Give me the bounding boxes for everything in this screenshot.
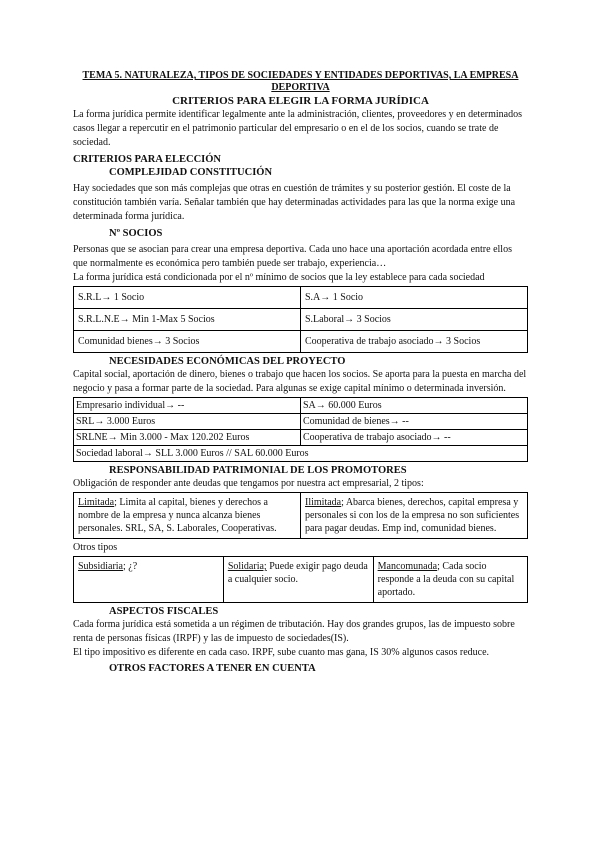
table-cell xyxy=(301,493,528,539)
necesidades-heading: NECESIDADES ECONÓMICAS DEL PROYECTO xyxy=(109,356,346,367)
otros-factores-heading: OTROS FACTORES A TENER EN CUENTA xyxy=(109,663,316,674)
table-cell: SRLNE→ Min 3.000 - Max 120.202 Euros xyxy=(74,430,301,446)
otros-tipos-table xyxy=(73,556,528,603)
table-cell: S.R.L.N.E→ Min 1-Max 5 Socios xyxy=(74,309,301,331)
table-cell: Cooperativa de trabajo asociado→ -- xyxy=(301,430,528,446)
complejidad-heading: COMPLEJIDAD CONSTITUCIÓN xyxy=(109,167,273,178)
table-row xyxy=(74,493,528,539)
table-cell: S.A→ 1 Socio xyxy=(301,287,528,309)
table-cell xyxy=(74,493,301,539)
table-row xyxy=(74,557,528,603)
table-cell: SA→ 60.000 Euros xyxy=(301,398,528,414)
table-cell: Sociedad laboral→ SLL 3.000 Euros // SAL 60.000 Euros xyxy=(74,446,528,462)
necesidades-text: Capital social, aportación de dinero, bienes o trabajo que hacen los socios. Se aporta para la puesta en marcha del negocio y pasa a formar parte de la sociedad. Para algunas se exige capital mínimo o determinada inversión. xyxy=(73,369,527,394)
solidaria-text: Puede exigir pago deuda a cualquier socio. xyxy=(227,561,368,585)
table-cell xyxy=(373,557,527,603)
table-cell: S.Laboral→ 3 Socios xyxy=(301,309,528,331)
socios-text-2: La forma jurídica está condicionada por el nº mínimo de socios que la ley establece para cada sociedad xyxy=(73,272,485,283)
capital-table xyxy=(73,397,528,462)
responsabilidad-heading: RESPONSABILIDAD PATRIMONIAL DE LOS PROMOTORES xyxy=(109,465,407,476)
limitada-label: Limitada xyxy=(78,497,115,508)
criterios-eleccion-heading: CRITERIOS PARA ELECCIÓN xyxy=(73,154,221,165)
table-row xyxy=(74,446,528,462)
responsabilidad-table xyxy=(73,492,528,539)
subsidiaria-label: Subsidiaria xyxy=(78,561,123,572)
table-cell: S.R.L→ 1 Socio xyxy=(74,287,301,309)
complejidad-text: Hay sociedades que son más complejas que otras en cuestión de trámites y su posterior gestión. El coste de la constitución también varía. Señalar también que hay determinadas actividades para las que la norma exige una determinada forma jurídica. xyxy=(73,183,516,222)
table-cell: Cooperativa de trabajo asociado→ 3 Socios xyxy=(301,331,528,353)
solidaria-label: Solidaria; xyxy=(227,561,267,572)
document-title: TEMA 5. NATURALEZA, TIPOS DE SOCIEDADES Y ENTIDADES DEPORTIVAS, LA EMPRESA DEPORTIVA xyxy=(82,70,519,93)
fiscales-text-2: El tipo impositivo es diferente en cada caso. IRPF, sube cuanto mas gana, IS 30% algunos casos reduce. xyxy=(73,647,490,658)
fiscales-heading: ASPECTOS FISCALES xyxy=(109,606,219,617)
table-cell: SRL→ 3.000 Euros xyxy=(74,414,301,430)
mancomunada-text: ; Cada socio responde a la deuda con su capital aportado. xyxy=(377,561,515,598)
ilimitada-text: ; Abarca bienes, derechos, capital empresa y personales si con los de la empresa no son suficientes para pagar deudas. Emp ind, comunidad bienes. xyxy=(305,497,520,534)
table-cell xyxy=(74,557,224,603)
fiscales-text: Cada forma jurídica está sometida a un régimen de tributación. Hay dos grandes grupos, las de impuesto sobre renta de personas físicas (IRPF) y las de impuesto de sociedades(IS). xyxy=(73,619,515,644)
table-cell xyxy=(223,557,373,603)
table-row xyxy=(74,287,528,309)
table-cell: Empresario individual→ -- xyxy=(74,398,301,414)
table-cell: Comunidad de bienes→ -- xyxy=(301,414,528,430)
table-row xyxy=(74,398,528,414)
mancomunada-label: Mancomunada xyxy=(377,561,438,572)
socios-heading: Nº SOCIOS xyxy=(109,228,163,239)
criterios-intro: La forma jurídica permite identificar legalmente ante la administración, clientes, proveedores y en determinados casos llegar a repercutir en el patrimonio particular del empresario o en el de los socios, cuando se trate de sociedad. xyxy=(73,109,522,148)
socios-text: Personas que se asocian para crear una empresa deportiva. Cada uno hace una aportación acordada entre ellos que normalmente es económica pero también puede ser trabajo, experiencia… xyxy=(73,244,512,269)
table-row xyxy=(74,414,528,430)
table-row xyxy=(74,309,528,331)
subsidiaria-text: ; ¿? xyxy=(123,561,138,572)
table-row xyxy=(74,430,528,446)
responsabilidad-intro: Obligación de responder ante deudas que tengamos por nuestra act empresarial, 2 tipos: xyxy=(73,478,424,489)
limitada-text: ; Limita al capital, bienes y derechos a nombre de la empresa y nunca alcanza bienes personales. SRL, SA, S. Laborales, Cooperativas. xyxy=(78,497,277,534)
table-cell: Comunidad bienes→ 3 Socios xyxy=(74,331,301,353)
document-page xyxy=(73,70,528,675)
criterios-heading: CRITERIOS PARA ELEGIR LA FORMA JURÍDICA xyxy=(172,95,429,107)
ilimitada-label: Ilimitada xyxy=(305,497,342,508)
socios-table xyxy=(73,286,528,353)
table-row xyxy=(74,331,528,353)
otros-tipos-label: Otros tipos xyxy=(73,542,118,553)
